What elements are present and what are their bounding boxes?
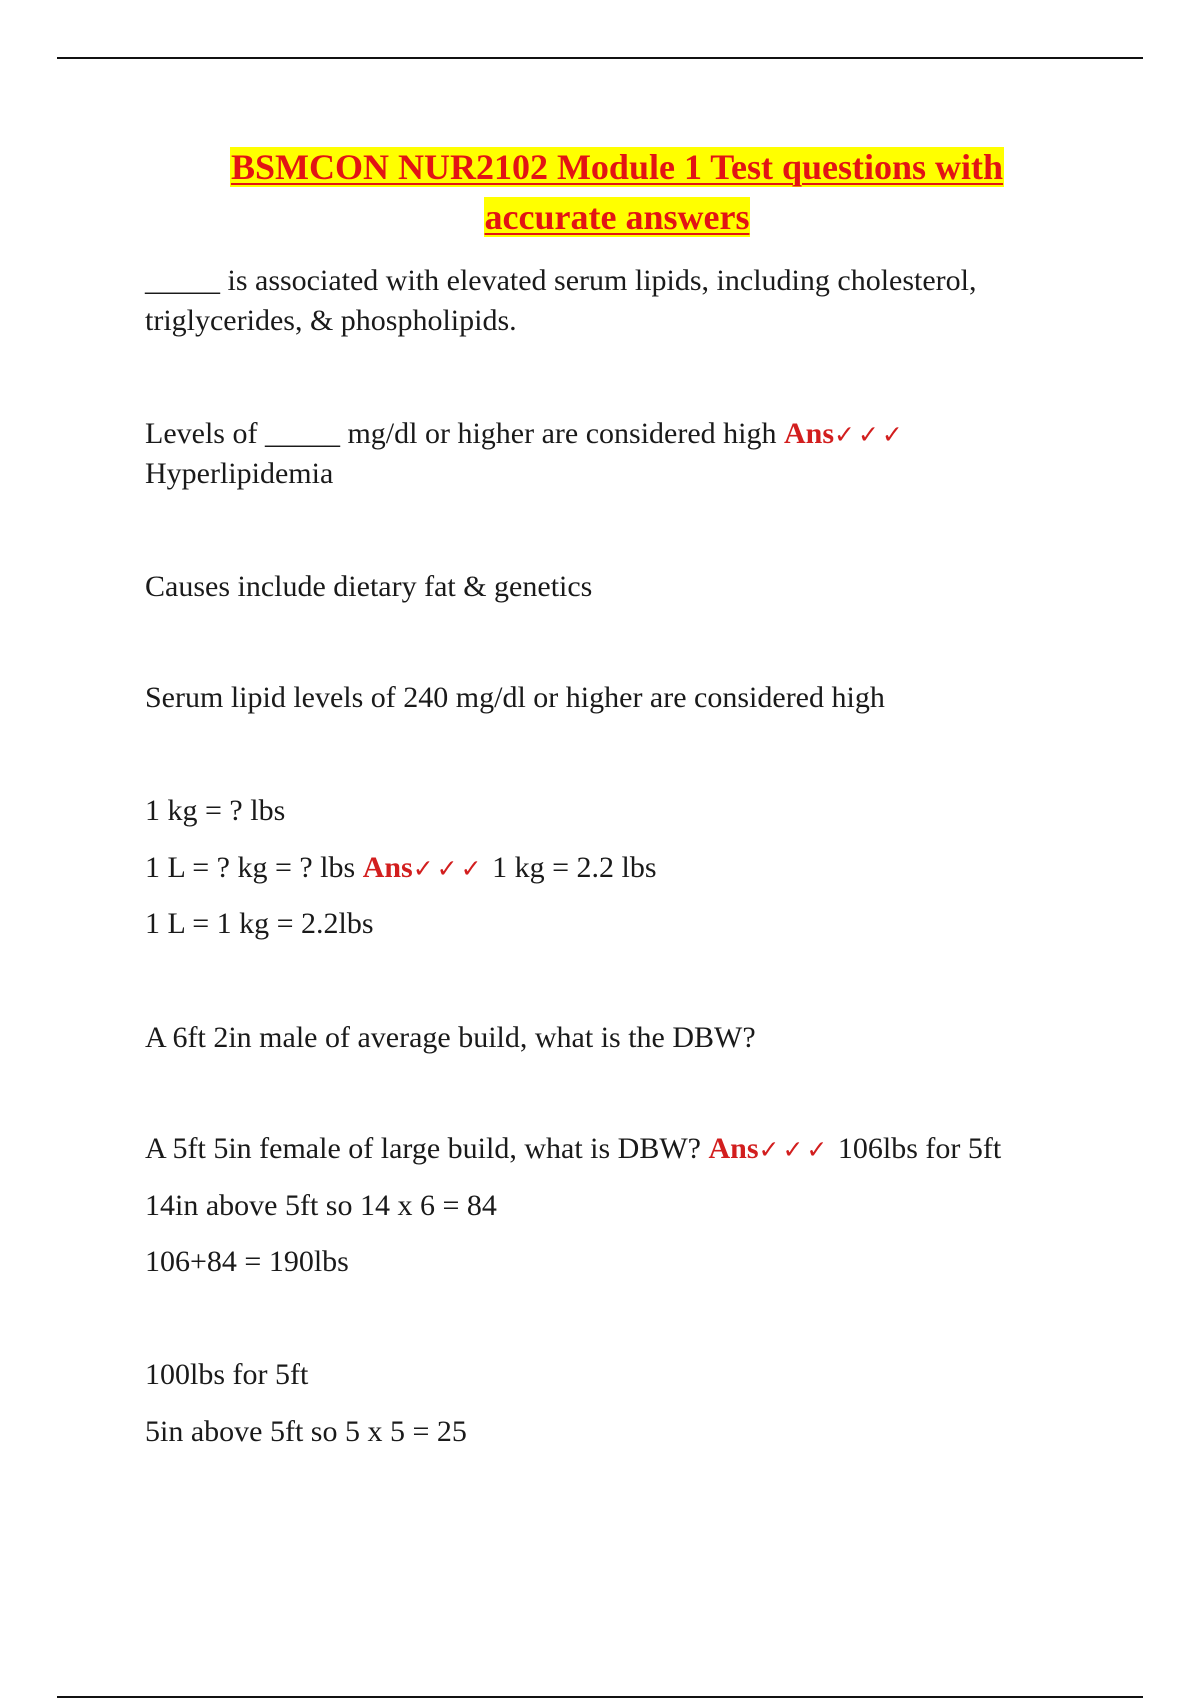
question-4-text: 1 L = ? kg = ? lbs — [145, 851, 363, 884]
answer-marker: Ans — [708, 1132, 759, 1165]
paragraph-100lbs: 100lbs for 5ft — [145, 1358, 309, 1391]
paragraph-5in: 5in above 5ft so 5 x 5 = 25 — [145, 1415, 467, 1448]
answer-check-icons: ✓✓✓ — [758, 1135, 831, 1164]
question-2-text: Levels of _____ mg/dl or higher are considered high — [145, 417, 784, 450]
question-2-answer: Hyperlipidemia — [145, 457, 334, 490]
question-4-line — [145, 848, 1105, 889]
footer-rule — [57, 1696, 1143, 1698]
question-6-line-3: 106+84 = 190lbs — [145, 1245, 349, 1278]
answer-check-icons: ✓✓✓ — [412, 854, 485, 883]
question-6-line — [145, 1129, 1105, 1170]
question-4-answer: 1 kg = 2.2 lbs — [484, 851, 657, 884]
title-line-2: accurate answers — [484, 197, 750, 237]
question-5-line: A 6ft 2in male of average build, what is the DBW? — [145, 1021, 756, 1054]
question-6-line-2: 14in above 5ft so 14 x 6 = 84 — [145, 1189, 497, 1222]
question-1-line-2: triglycerides, & phospholipids. — [145, 304, 517, 337]
answer-marker: Ans — [784, 417, 835, 450]
question-2-line — [145, 414, 1105, 455]
question-3-line: 1 kg = ? lbs — [145, 794, 286, 827]
header-rule — [57, 57, 1143, 59]
causes-paragraph: Causes include dietary fat & genetics — [145, 570, 593, 603]
answer-marker: Ans — [362, 851, 413, 884]
title-line-1: BSMCON NUR2102 Module 1 Test questions with — [230, 147, 1004, 187]
answer-check-icons: ✓✓✓ — [834, 420, 906, 449]
question-6-text: A 5ft 5in female of large build, what is DBW? — [145, 1132, 709, 1165]
document-title — [146, 142, 1088, 242]
question-4-line-2: 1 L = 1 kg = 2.2lbs — [145, 907, 374, 940]
question-6-answer: 106lbs for 5ft — [830, 1132, 1002, 1165]
question-1-line-1: _____ is associated with elevated serum lipids, including cholesterol, — [145, 264, 977, 297]
serum-paragraph: Serum lipid levels of 240 mg/dl or higher are considered high — [145, 681, 885, 714]
